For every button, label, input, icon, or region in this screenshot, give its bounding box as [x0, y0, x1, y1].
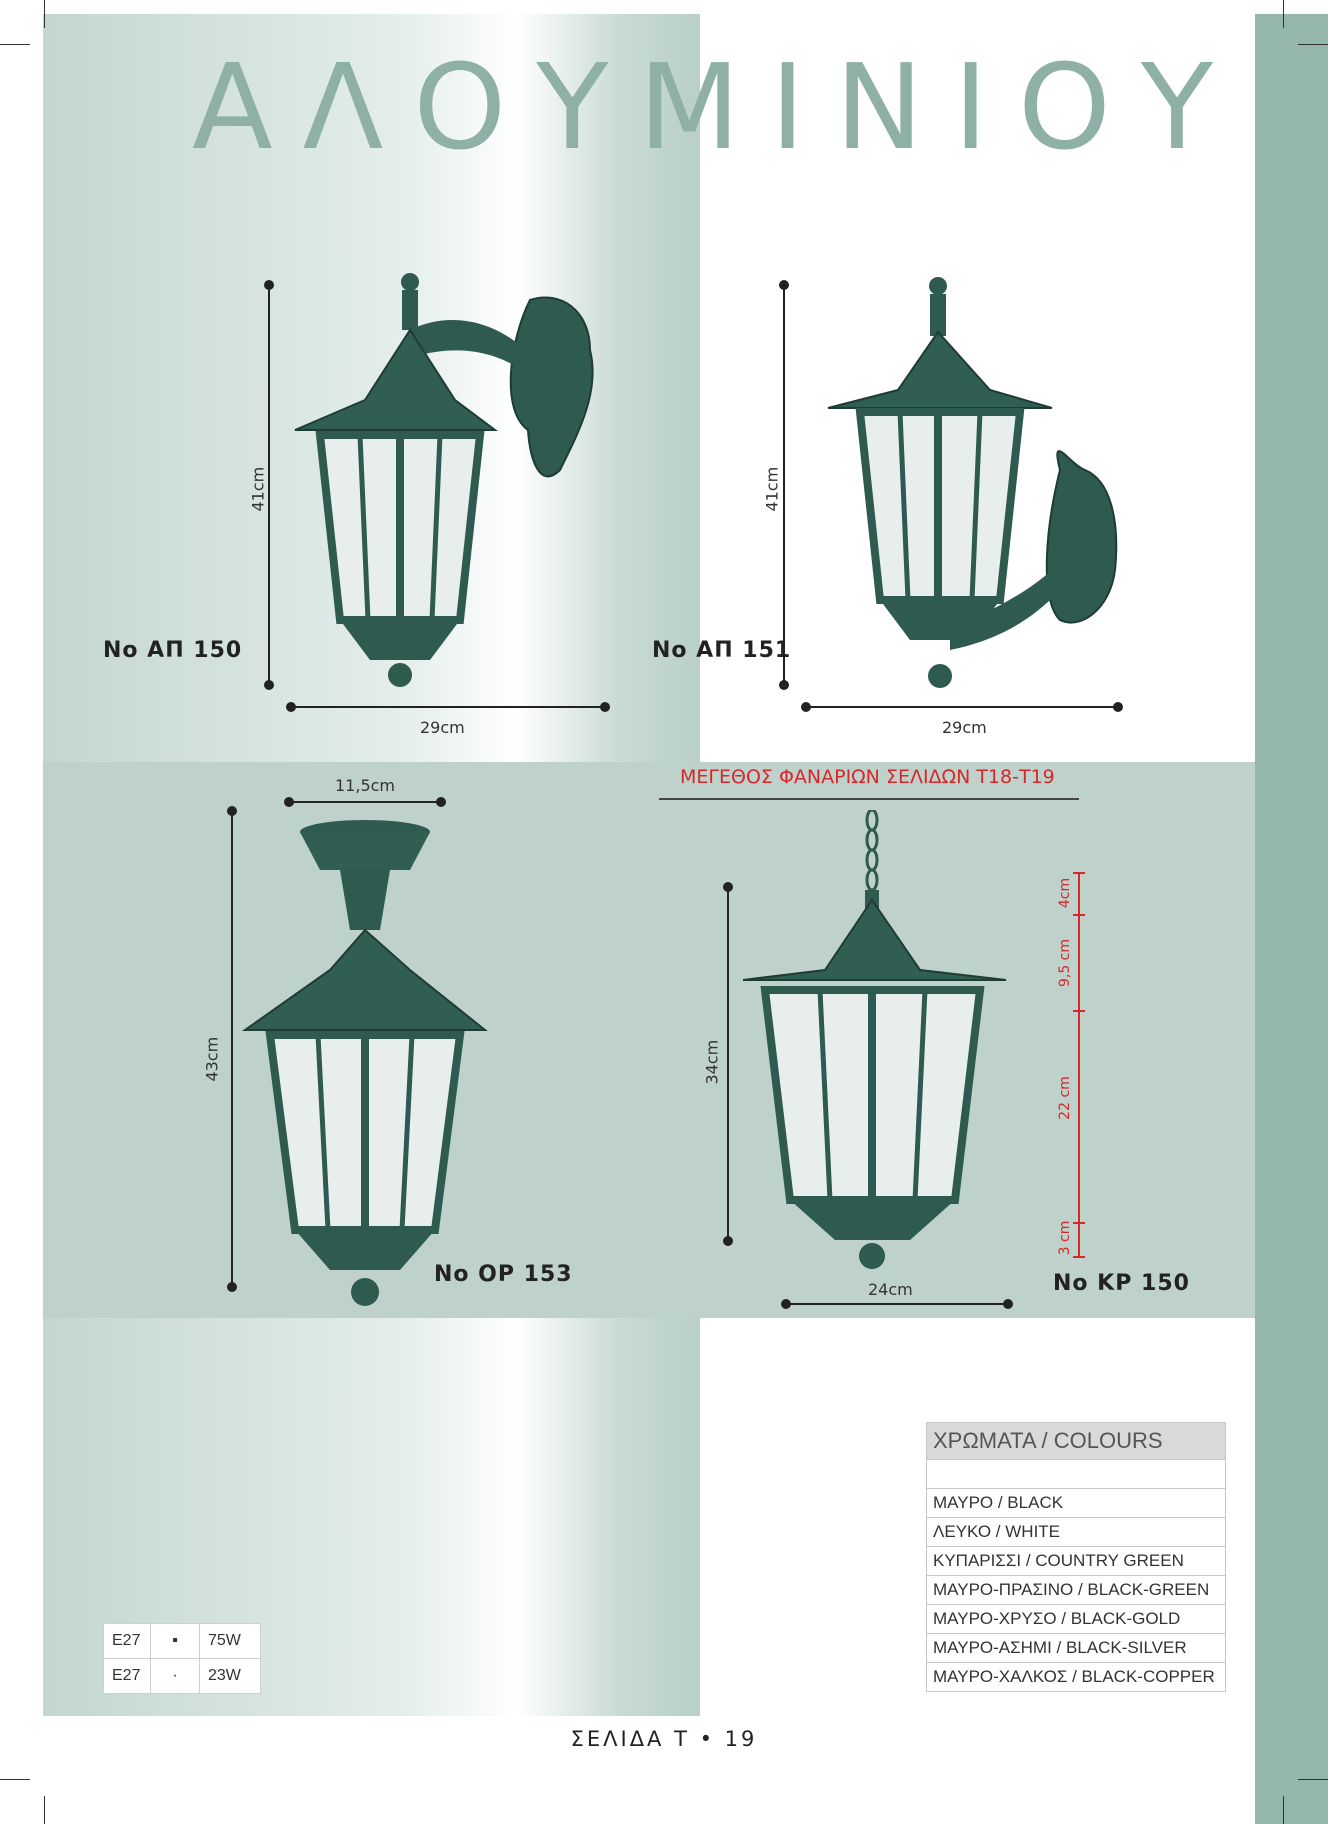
right-side-bar — [1255, 14, 1328, 1824]
crop-mark — [0, 1779, 30, 1780]
dim-dot — [600, 702, 610, 712]
colors-table — [926, 1422, 1226, 1692]
model-label: No ΑΠ 151 — [652, 638, 792, 663]
width-line — [288, 801, 442, 803]
lantern-kp150-image — [740, 810, 1010, 1270]
colors-table-header: ΧΡΩΜΑΤΑ / COLOURS — [927, 1423, 1226, 1460]
width-label: 29cm — [420, 718, 465, 737]
width-label: 29cm — [942, 718, 987, 737]
color-row: ΜΑΥΡΟ-ΑΣΗΜΙ / BLACK-SILVER — [927, 1634, 1226, 1663]
red-tick — [1073, 1222, 1085, 1224]
crop-mark — [1298, 1779, 1328, 1780]
height-line — [268, 284, 270, 686]
height-line — [727, 886, 729, 1242]
width-line — [805, 706, 1119, 708]
height-label: 43cm — [202, 1036, 222, 1082]
dim-9-5cm: 9,5 cm — [1057, 938, 1073, 988]
lantern-ap150-image — [260, 270, 620, 710]
width-label: 11,5cm — [335, 776, 396, 795]
dim-dot — [286, 702, 296, 712]
model-label: No ΑΠ 150 — [103, 638, 243, 663]
color-row: ΜΑΥΡΟ-ΧΑΛΚΟΣ / BLACK-COPPER — [927, 1663, 1226, 1692]
page-footer: ΣΕΛΙΔΑ Τ • 19 — [570, 1727, 758, 1751]
red-dimension-line — [1078, 872, 1080, 1258]
height-line — [231, 811, 233, 1287]
dim-4cm: 4cm — [1057, 877, 1073, 909]
dim-dot — [284, 797, 294, 807]
dim-dot — [723, 882, 733, 892]
note-underline — [659, 798, 1079, 800]
dim-3cm: 3 cm — [1057, 1220, 1073, 1256]
red-tick — [1073, 914, 1085, 916]
bulb-watt: 23W — [200, 1659, 261, 1694]
crop-mark — [44, 1796, 45, 1824]
dim-dot — [227, 806, 237, 816]
crop-mark — [44, 0, 45, 28]
crop-mark — [1283, 1796, 1284, 1824]
dim-dot — [264, 280, 274, 290]
bulb-socket: E27 — [104, 1659, 151, 1694]
red-tick — [1073, 1256, 1085, 1258]
bulb-watt: 75W — [200, 1624, 261, 1659]
color-row: ΜΑΥΡΟ-ΠΡΑΣΙΝΟ / BLACK-GREEN — [927, 1576, 1226, 1605]
model-label: No ΟΡ 153 — [434, 1262, 573, 1287]
height-label: 41cm — [762, 466, 782, 512]
height-label: 41cm — [248, 466, 268, 512]
dim-dot — [264, 680, 274, 690]
dim-dot — [1113, 702, 1123, 712]
dim-dot — [779, 680, 789, 690]
background-middle-band — [43, 762, 1255, 1318]
bulb-symbol: · — [151, 1659, 200, 1694]
lantern-ap151-image — [820, 270, 1120, 700]
colors-table-blank — [927, 1460, 1226, 1489]
page-title: ΑΛΟΥΜΙΝΙΟΥ — [191, 38, 1243, 176]
color-row: ΜΑΥΡΟ-ΧΡΥΣΟ / BLACK-GOLD — [927, 1605, 1226, 1634]
width-line — [785, 1303, 1009, 1305]
crop-mark — [0, 44, 30, 45]
bulb-table — [103, 1623, 261, 1694]
red-tick — [1073, 1010, 1085, 1012]
width-line — [290, 706, 606, 708]
dim-dot — [436, 797, 446, 807]
dim-dot — [779, 280, 789, 290]
height-line — [783, 284, 785, 686]
dim-dot — [801, 702, 811, 712]
color-row: ΜΑΥΡΟ / BLACK — [927, 1489, 1226, 1518]
size-note: ΜΕΓΕΘΟΣ ΦΑΝΑΡΙΩΝ ΣΕΛΙΔΩΝ Τ18-Τ19 — [680, 766, 1055, 788]
lantern-or153-image — [240, 820, 500, 1310]
dim-dot — [1003, 1299, 1013, 1309]
crop-mark — [1283, 0, 1284, 28]
crop-mark — [1298, 44, 1328, 45]
red-tick — [1073, 872, 1085, 874]
bulb-socket: E27 — [104, 1624, 151, 1659]
dim-22cm: 22 cm — [1057, 1076, 1073, 1120]
width-label: 24cm — [868, 1280, 913, 1299]
dim-dot — [723, 1236, 733, 1246]
height-label: 34cm — [702, 1039, 722, 1085]
model-label: No ΚΡ 150 — [1053, 1271, 1190, 1296]
dim-dot — [227, 1282, 237, 1292]
bulb-symbol: ▪ — [151, 1624, 200, 1659]
dim-dot — [781, 1299, 791, 1309]
color-row: ΚΥΠΑΡΙΣΣΙ / COUNTRY GREEN — [927, 1547, 1226, 1576]
color-row: ΛΕΥΚΟ / WHITE — [927, 1518, 1226, 1547]
